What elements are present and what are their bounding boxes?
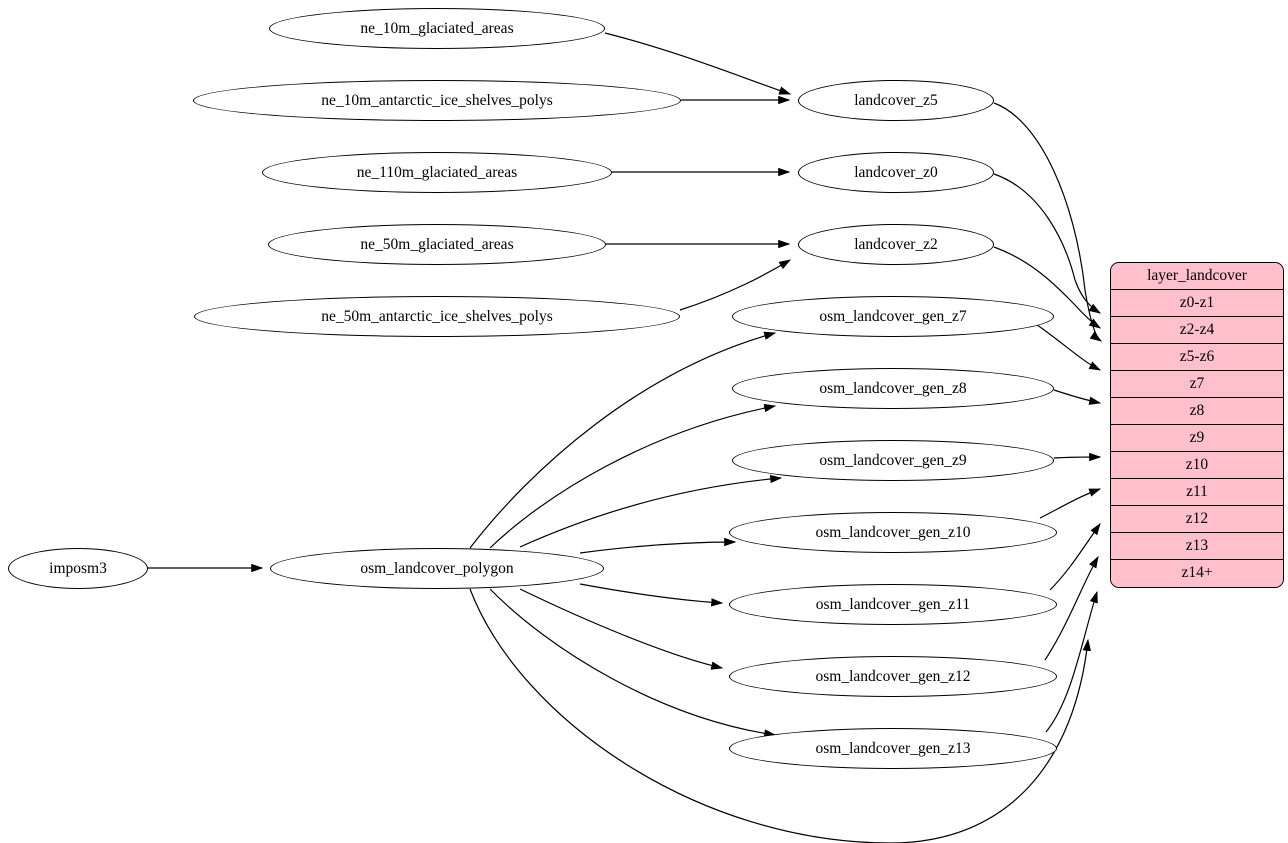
edge-landcoverz0-to-table-z0z1	[994, 174, 1100, 313]
table-row-z13[interactable]: z13	[1111, 533, 1283, 560]
edge-polygon-to-gen-z12	[520, 589, 722, 668]
table-row-z8[interactable]: z8	[1111, 398, 1283, 425]
node-osm-landcover-gen-z13[interactable]	[729, 728, 1057, 769]
edge-genz10-to-table-z10	[1040, 489, 1100, 518]
node-label: landcover_z5	[854, 91, 938, 109]
node-ne-50m-glaciated-areas[interactable]	[268, 224, 606, 265]
node-osm-landcover-gen-z10[interactable]	[729, 512, 1057, 553]
layer-landcover-table[interactable]	[1110, 262, 1284, 588]
node-ne-110m-glaciated-areas[interactable]	[262, 152, 612, 193]
node-label: osm_landcover_gen_z10	[815, 523, 971, 541]
node-label: osm_landcover_gen_z7	[819, 307, 967, 325]
table-row-z9[interactable]: z9	[1111, 425, 1283, 452]
edge-genz8-to-table-z8	[1054, 390, 1100, 403]
node-osm-landcover-gen-z9[interactable]	[732, 440, 1054, 481]
table-header-row: layer_landcover	[1111, 263, 1283, 290]
node-label: osm_landcover_gen_z9	[819, 451, 967, 469]
node-label: osm_landcover_gen_z11	[815, 595, 971, 613]
node-label: ne_10m_glaciated_areas	[360, 19, 514, 37]
node-label: ne_110m_glaciated_areas	[356, 163, 518, 181]
node-label: ne_50m_antarctic_ice_shelves_polys	[321, 307, 553, 325]
edge-polygon-to-table-z14	[470, 589, 1088, 843]
node-label: imposm3	[49, 559, 107, 577]
node-label: osm_landcover_gen_z8	[819, 379, 967, 397]
node-landcover-z5[interactable]	[798, 80, 994, 121]
table-row-z12[interactable]: z12	[1111, 506, 1283, 533]
table-row-z11[interactable]: z11	[1111, 479, 1283, 506]
node-label: ne_10m_antarctic_ice_shelves_polys	[321, 91, 553, 109]
edge-genz13-to-table-z13	[1046, 592, 1097, 732]
node-osm-landcover-gen-z12[interactable]	[729, 656, 1057, 697]
node-label: osm_landcover_polygon	[360, 559, 514, 577]
node-label: osm_landcover_gen_z13	[815, 739, 971, 757]
edge-polygon-to-gen-z10	[580, 542, 735, 553]
edge-genz9-to-table-z9	[1054, 457, 1100, 458]
node-label: ne_50m_glaciated_areas	[360, 235, 514, 253]
node-landcover-z2[interactable]	[798, 224, 994, 265]
node-osm-landcover-gen-z7[interactable]	[732, 296, 1054, 337]
edge-polygon-to-gen-z13	[490, 589, 775, 735]
node-osm-landcover-gen-z8[interactable]	[732, 368, 1054, 409]
table-row-z0-z1[interactable]: z0-z1	[1111, 290, 1283, 317]
node-label: landcover_z0	[854, 163, 938, 181]
node-ne-10m-glaciated-areas[interactable]	[269, 8, 605, 49]
node-label: osm_landcover_gen_z12	[815, 667, 971, 685]
node-imposm3[interactable]	[8, 548, 148, 589]
edge-polygon-to-gen-z7	[470, 333, 775, 548]
table-row-z2-z4[interactable]: z2-z4	[1111, 317, 1283, 344]
edge-polygon-to-gen-z8	[490, 406, 775, 548]
node-ne-10m-antarctic-ice-shelves-polys[interactable]	[193, 80, 681, 121]
node-osm-landcover-gen-z11[interactable]	[729, 584, 1057, 625]
table-row-z10[interactable]: z10	[1111, 452, 1283, 479]
table-row-z14plus[interactable]: z14+	[1111, 560, 1283, 587]
table-row-z5-z6[interactable]: z5-z6	[1111, 344, 1283, 371]
node-landcover-z0[interactable]	[798, 152, 994, 193]
table-row-z7[interactable]: z7	[1111, 371, 1283, 398]
node-ne-50m-antarctic-ice-shelves-polys[interactable]	[194, 296, 680, 337]
node-osm-landcover-polygon[interactable]	[270, 548, 604, 589]
edge-polygon-to-gen-z11	[580, 584, 722, 603]
edge-ne10m-glaciated-to-landcoverz5	[605, 33, 790, 94]
node-label: landcover_z2	[854, 235, 938, 253]
edge-genz11-to-table-z11	[1050, 524, 1100, 590]
edge-genz7-to-table-z7	[1030, 320, 1100, 370]
